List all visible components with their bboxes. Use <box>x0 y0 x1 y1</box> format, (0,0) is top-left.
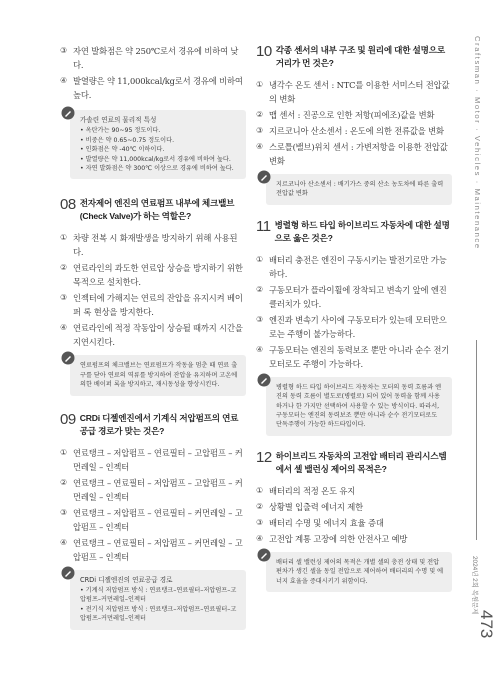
question-header: 09 CRDi 디젤엔진에서 기계식 저압펌프의 연료공급 경로가 맞는 것은? <box>60 410 239 436</box>
option: ④ 구동모터는 엔진의 동력보조 뿐만 아니라 순수 전기모터로도 주행이 가능하다. <box>256 344 450 369</box>
question-10 <box>256 44 452 205</box>
option: ③ 엔진과 변속기 사이에 구동모터가 있는데 모터만으로는 주행이 불가능하다. <box>256 314 447 339</box>
explanation-note: 가솔린 연료의 물리적 특성 • 옥탄가는 90~95 정도이다. • 비중은 약 0.65~0.75 정도이다. • 인화점은 약 -40℃ 이하이다. • 발열량은 약 11,000kcal/kg로서 경유에 비하여 높다. • 자연 발화점은 약 300℃ 이상으로 경유에 비하여 높다. <box>70 110 246 179</box>
question-11 <box>256 219 452 436</box>
margin-rule-top <box>476 340 477 540</box>
option: ③ 지르코니아 산소센서 : 온도에 의한 전류값을 변화 <box>256 126 444 136</box>
option: ② 상황별 입출력 에너지 제한 <box>256 501 363 512</box>
explanation-note: 배터리 셀 밸런싱 제어의 목적은 개별 셀의 충전 상태 및 전압 편차가 생긴 셀을 동일 전압으로 제어하여 배터리의 수명 및 에너지 효율을 증대시키기 위함이다. <box>266 552 452 592</box>
explanation-note: 지르코니아 산소센서 : 배기가스 중의 산소 농도차에 따른 출력 전압값 변화 <box>266 174 452 205</box>
pencil-icon <box>257 373 271 387</box>
left-column <box>60 44 246 640</box>
option: ③ 인젝터에 가해지는 연료의 잔압을 유지시켜 베이퍼 록 현상을 방지한다. <box>60 293 243 318</box>
edition-label: 2024년 2회 복원문제 <box>471 556 478 615</box>
option: ④ 발열량은 약 11,000kcal/kg로서 경유에 비하여 높다. <box>60 76 243 100</box>
option: ① 차량 전복 시 화재발생을 방지하기 위해 사용된다. <box>60 233 238 258</box>
pencil-icon <box>257 548 271 562</box>
pencil-icon <box>61 351 75 365</box>
question-08 <box>60 197 246 395</box>
option: ② 연료라인의 과도한 연료압 상승을 방지하기 위한 목적으로 설치한다. <box>60 263 243 288</box>
question-09 <box>60 412 246 630</box>
explanation-note: CRDi 디젤엔진의 연료공급 경로 • 기계식 저압펌프 방식 : 연료탱크–연료필터–저압펌프–고압펌프–커먼레일–인젝터 • 전기식 저압펌프 방식 : 연료탱크–저압펌프–연료필터–고압펌프–커먼레일–인젝터 <box>70 570 246 630</box>
side-running-title: Craftsman · Motor · Vehicles · Maintenance <box>473 36 482 250</box>
option: ② 연료탱크 – 연료필터 – 저압펌프 – 고압펌프 – 커먼레일 – 인젝터 <box>60 477 243 502</box>
explanation-note: 연료펌프의 체크밸브는 연료펌프가 작동을 멈춘 때 연료 출구를 닫아 연료의 역류를 방지하여 잔압을 유지하며 고온에 의한 베이퍼 록을 방지하고, 재시동성을 향상시킨다. <box>70 355 246 395</box>
option: ④ 스로틀(밸브)위치 센서 : 가변저항을 이용한 전압값 변화 <box>256 142 448 166</box>
question-header: 10 각종 센서의 내부 구조 및 원리에 대한 설명으로 거리가 먼 것은? <box>256 43 445 68</box>
question-header: 11 병렬형 하드 타입 하이브리드 자동차에 대한 설명으로 옳은 것은? <box>256 217 450 243</box>
option: ② 맵 센서 : 진공으로 인한 저항(피에조)값을 변화 <box>256 110 435 120</box>
option: ② 구동모터가 플라이휠에 장착되고 변속기 앞에 엔진 클러치가 있다. <box>256 284 447 309</box>
question-12 <box>256 450 452 592</box>
right-column <box>256 44 452 602</box>
page-number: 473 <box>477 610 496 639</box>
q07-options-tail <box>60 44 246 102</box>
pencil-icon <box>257 170 271 184</box>
option: ③ 자연 발화점은 약 250℃로서 경유에 비하여 낮다. <box>60 46 239 70</box>
option: ③ 연료탱크 – 저압펌프 – 연료필터 – 커먼레일 – 고압펌프 – 인젝터 <box>60 507 243 532</box>
option: ① 냉각수 온도 센서 : NTC를 이용한 서미스터 전압값의 변화 <box>256 80 450 104</box>
question-header: 08 전자제어 엔진의 연료펌프 내부에 체크밸브(Check Valve)가 하는 역할은? <box>60 196 235 222</box>
option: ④ 연료탱크 – 연료필터 – 저압펌프 – 커먼레일 – 고압펌프 – 인젝터 <box>60 537 243 562</box>
option: ④ 연료라인에 적정 작동압이 상승될 때까지 시간을 지연시킨다. <box>60 323 243 348</box>
option: ④ 고전압 계통 고장에 의한 안전사고 예방 <box>256 533 408 544</box>
explanation-note: 병렬형 하드 타입 하이브리드 자동차는 모터의 동력 흐름과 엔진의 동력 흐름이 별도로(병렬로) 되어 있어 동력을 함께 사용하거나 한 가지만 선택하여 사용할 수 있는 방식이다. 따라서, 구동모터는 엔진의 동력보조 뿐만 아니라 순수 전기모터로도 단독주행이 가능한 하드타입이다. <box>266 377 452 436</box>
option: ③ 배터리 수명 및 에너지 효율 증대 <box>256 517 384 528</box>
option: ① 배터리 충전은 엔진이 구동시키는 발전기로만 가능하다. <box>256 254 447 279</box>
option: ① 배터리의 적정 온도 유지 <box>256 485 356 496</box>
question-header: 12 하이브리드 자동차의 고전압 배터리 관리시스템에서 셀 밸런싱 제어의 목적은? <box>256 448 447 474</box>
option: ① 연료탱크 – 저압펌프 – 연료필터 – 고압펌프 – 커먼레일 – 인젝터 <box>60 447 243 472</box>
pencil-icon <box>61 566 75 580</box>
pencil-icon <box>61 106 75 120</box>
